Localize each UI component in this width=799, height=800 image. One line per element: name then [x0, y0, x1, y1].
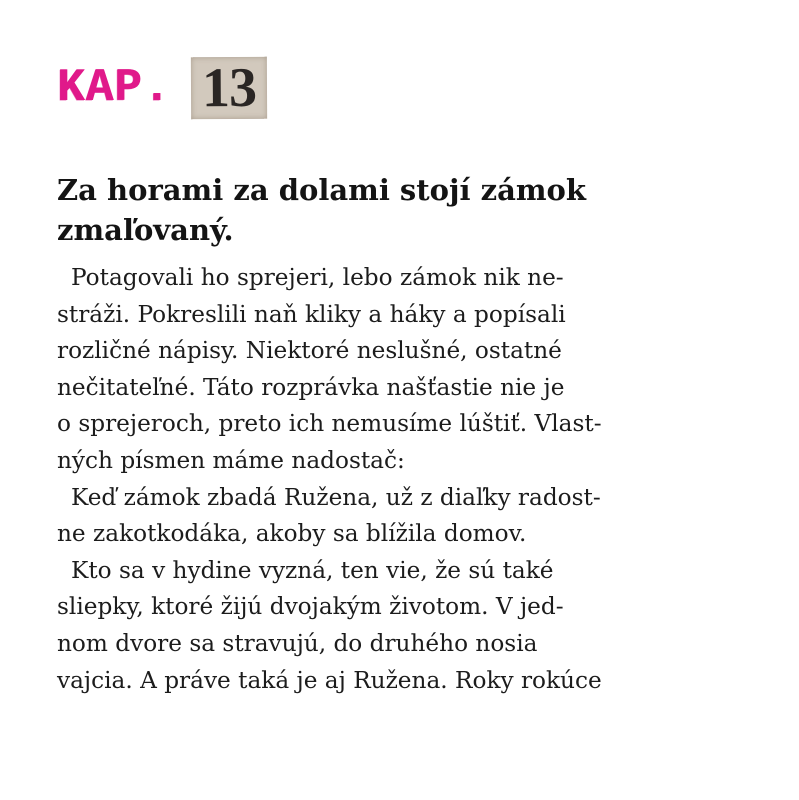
paragraph-line: Kto sa v hydine vyzná, ten vie, že sú také [71, 556, 554, 584]
chapter-title-line-2: zmaľovaný. [57, 213, 234, 247]
paragraph-line: ne zakotkodáka, akoby sa blížila domov. [57, 520, 527, 548]
paragraph-line: stráži. Pokreslili naň kliky a háky a popísali [57, 300, 566, 328]
paragraph-line: ných písmen máme nadostač: [57, 446, 405, 474]
chapter-header [57, 55, 267, 121]
paragraph-line: nečitateľné. Táto rozprávka našťastie nie je [57, 373, 565, 401]
chapter-number-tag [191, 57, 267, 120]
paragraph-line: vajcia. A práve taká je aj Ružena. Roky rokúce [57, 666, 602, 694]
paragraph-line: o sprejeroch, preto ich nemusíme lúštiť. Vlast- [57, 410, 602, 438]
paragraph-line: sliepky, ktoré žijú dvojakým životom. V jed- [57, 593, 564, 621]
paragraph-line: nom dvore sa stravujú, do druhého nosia [57, 629, 538, 657]
chapter-label: KAP. [57, 62, 172, 114]
paragraph-line: Potagovali ho sprejeri, lebo zámok nik ne- [71, 264, 564, 291]
body-text [57, 260, 777, 699]
paragraph-line: Keď zámok zbadá Ružena, už z diaľky radost- [71, 483, 601, 511]
chapter-title-line-1: Za horami za dolami stojí zámok [57, 173, 586, 207]
paragraph-line: rozličné nápisy. Niektoré neslušné, ostatné [57, 337, 562, 365]
chapter-number: 13 [202, 56, 257, 120]
chapter-title [57, 170, 757, 250]
